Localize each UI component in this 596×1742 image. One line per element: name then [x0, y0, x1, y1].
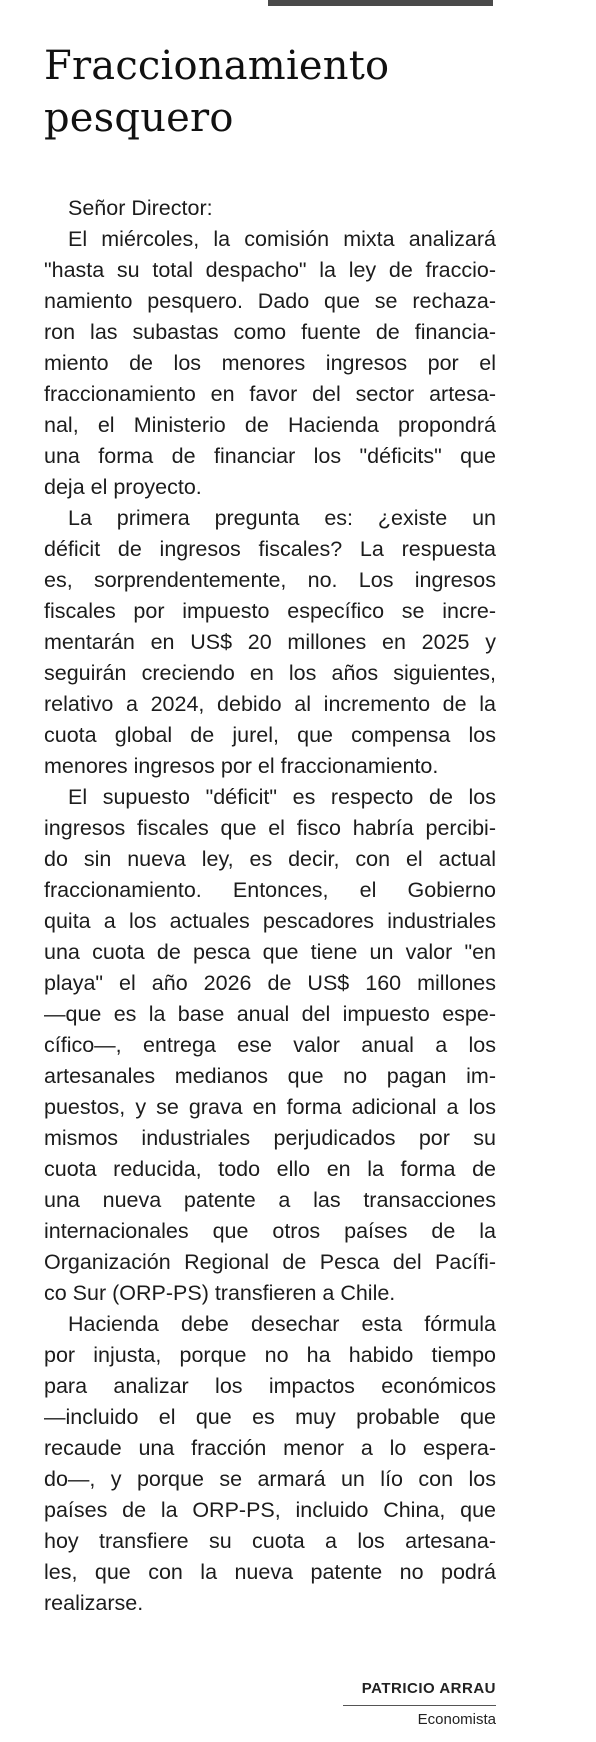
- body-line: les, que con la nueva patente no podrá: [44, 1560, 496, 1584]
- body-line: fiscales por impuesto específico se incre-: [44, 599, 496, 623]
- body-line: ingresos fiscales que el fisco habría percibi-: [44, 816, 496, 840]
- body-line: una cuota de pesca que tiene un valor "en: [44, 940, 496, 964]
- body-line: países de la ORP-PS, incluido China, que: [44, 1498, 496, 1522]
- body-line: La primera pregunta es: ¿existe un: [68, 506, 496, 530]
- body-line: —que es la base anual del impuesto espe-: [44, 1002, 496, 1026]
- body-line: —incluido el que es muy probable que: [44, 1405, 496, 1429]
- body-line: "hasta su total despacho" la ley de fraccio-: [44, 258, 496, 282]
- body-line: Organización Regional de Pesca del Pacífi-: [44, 1250, 496, 1274]
- body-line: puestos, y se grava en forma adicional a los: [44, 1095, 496, 1119]
- body-line: ron las subastas como fuente de financia-: [44, 320, 496, 344]
- body-line: cuota reducida, todo ello en la forma de: [44, 1157, 496, 1181]
- body-line: internacionales que otros países de la: [44, 1219, 496, 1243]
- body-line: cífico—, entrega ese valor anual a los: [44, 1033, 496, 1057]
- body-line: co Sur (ORP-PS) transfieren a Chile.: [44, 1281, 396, 1305]
- salutation: Señor Director:: [68, 196, 213, 220]
- body-line: es, sorprendentemente, no. Los ingresos: [44, 568, 496, 592]
- body-line: do sin nueva ley, es decir, con el actual: [44, 847, 496, 871]
- body-line: fraccionamiento en favor del sector artesa-: [44, 382, 496, 406]
- body-line: playa" el año 2026 de US$ 160 millones: [44, 971, 496, 995]
- body-line: do—, y porque se armará un lío con los: [44, 1467, 496, 1491]
- body-line: para analizar los impactos económicos: [44, 1374, 496, 1398]
- body-line: nal, el Ministerio de Hacienda propondrá: [44, 413, 496, 437]
- author-role: Economista: [417, 1711, 496, 1728]
- body-line: realizarse.: [44, 1591, 144, 1615]
- body-line: cuota global de jurel, que compensa los: [44, 723, 496, 747]
- body-line: El supuesto "déficit" es respecto de los: [68, 785, 496, 809]
- body-line: déficit de ingresos fiscales? La respuesta: [44, 537, 496, 561]
- body-line: miento de los menores ingresos por el: [44, 351, 496, 375]
- body-line: seguirán creciendo en los años siguientes,: [44, 661, 496, 685]
- body-line: mentarán en US$ 20 millones en 2025 y: [44, 630, 496, 654]
- body-line: Hacienda debe desechar esta fórmula: [68, 1312, 496, 1336]
- body-line: recaude una fracción menor a lo espera-: [44, 1436, 496, 1460]
- body-line: El miércoles, la comisión mixta analizará: [68, 227, 496, 251]
- headline: [44, 40, 564, 144]
- body-line: artesanales medianos que no pagan im-: [44, 1064, 496, 1088]
- body-line: menores ingresos por el fraccionamiento.: [44, 754, 439, 778]
- body-line: namiento pesquero. Dado que se rechaza-: [44, 289, 496, 313]
- body-line: deja el proyecto.: [44, 475, 202, 499]
- body-line: quita a los actuales pescadores industriales: [44, 909, 496, 933]
- headline-line: Fraccionamiento: [44, 43, 390, 89]
- body-line: por injusta, porque no ha habido tiempo: [44, 1343, 496, 1367]
- body-line: una nueva patente a las transacciones: [44, 1188, 496, 1212]
- article-body: [44, 193, 496, 1619]
- body-line: mismos industriales perjudicados por su: [44, 1126, 496, 1150]
- headline-line: pesquero: [44, 95, 234, 141]
- signature-divider: [343, 1705, 496, 1706]
- body-line: una forma de financiar los "déficits" que: [44, 444, 496, 468]
- body-line: hoy transfiere su cuota a los artesana-: [44, 1529, 496, 1553]
- body-line: fraccionamiento. Entonces, el Gobierno: [44, 878, 496, 902]
- body-line: relativo a 2024, debido al incremento de la: [44, 692, 496, 716]
- author-signature: PATRICIO ARRAU: [361, 1680, 496, 1697]
- top-banner-strip: [268, 0, 493, 6]
